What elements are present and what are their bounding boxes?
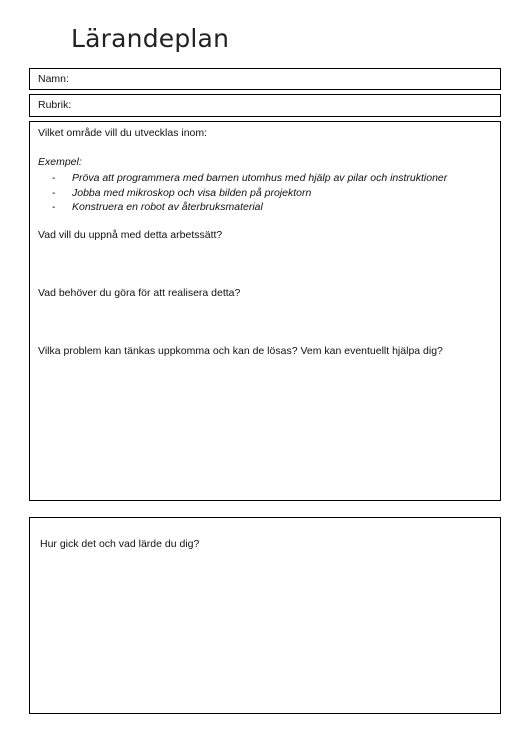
list-item bbox=[52, 200, 447, 215]
list-bullet: - bbox=[52, 186, 56, 199]
needs-question: Vad behöver du göra för att realisera detta? bbox=[38, 287, 241, 299]
name-field[interactable] bbox=[29, 68, 501, 90]
problems-question: Vilka problem kan tänkas uppkomma och kan de lösas? Vem kan eventuellt hjälpa dig? bbox=[38, 345, 443, 357]
goal-question: Vad vill du uppnå med detta arbetssätt? bbox=[38, 229, 223, 241]
example-label: Exempel: bbox=[38, 156, 82, 168]
list-bullet: - bbox=[52, 201, 56, 213]
heading-label: Rubrik: bbox=[38, 99, 72, 111]
evaluation-question: Hur gick det och vad lärde du dig? bbox=[40, 538, 200, 550]
evaluation-section[interactable] bbox=[29, 517, 501, 714]
list-bullet: - bbox=[52, 172, 56, 184]
plan-section[interactable] bbox=[29, 121, 501, 501]
list-item bbox=[52, 186, 447, 201]
example-text: Jobba med mikroskop och visa bilden på projektorn bbox=[72, 186, 312, 199]
example-text: Konstruera en robot av återbruksmaterial bbox=[72, 201, 263, 213]
heading-field[interactable] bbox=[29, 94, 501, 117]
area-question: Vilket område vill du utvecklas inom: bbox=[38, 127, 208, 139]
list-item bbox=[52, 171, 447, 186]
example-text: Pröva att programmera med barnen utomhus med hjälp av pilar och instruktioner bbox=[72, 172, 448, 184]
name-label: Namn: bbox=[38, 73, 69, 85]
example-list bbox=[52, 171, 447, 215]
page-title: Lärandeplan bbox=[71, 24, 230, 53]
